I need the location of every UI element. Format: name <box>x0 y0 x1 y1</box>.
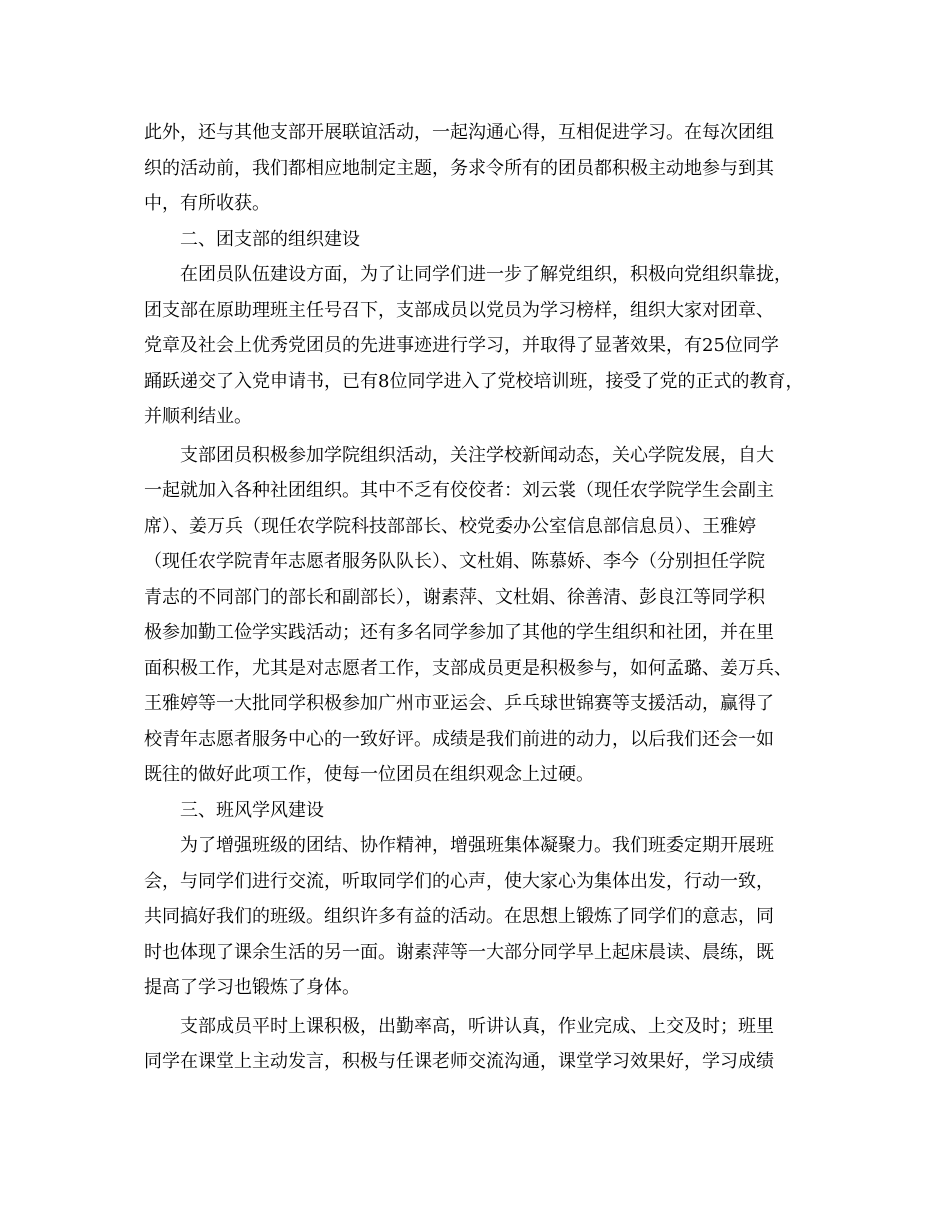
text-line: 支部成员平时上课积极，出勤率高，听讲认真，作业完成、上交及时；班里 <box>144 1015 774 1037</box>
text-line: 团支部在原助理班主任号召下，支部成员以党员为学习榜样，组织大家对团章、 <box>144 299 774 321</box>
text-line: 王雅婷等一大批同学积极参加广州市亚运会、乒乓球世锦赛等支援活动，赢得了 <box>144 693 774 714</box>
text-line: 青志的不同部门的部长和副部长），谢素萍、文杜娟、徐善清、彭良江等同学积 <box>144 586 765 608</box>
text-line: 一起就加入各种社团组织。其中不乏有佼佼者：刘云裳（现任农学院学生会副主 <box>144 480 774 501</box>
text-line: 校青年志愿者服务中心的一致好评。成绩是我们前进的动力，以后我们还会一如 <box>144 728 774 750</box>
section-heading: 二、团支部的组织建设 <box>144 228 360 250</box>
text-line: 此外，还与其他支部开展联谊活动，一起沟通心得，互相促进学习。在每次团组 <box>144 122 774 143</box>
text-line: 极参加勤工俭学实践活动；还有多名同学参加了其他的学生组织和社团，并在里 <box>144 622 774 643</box>
text-line: （现任农学院青年志愿者服务队队长）、文杜娟、陈慕娇、李今（分别担任学院 <box>144 551 765 572</box>
text-line: 面积极工作，尤其是对志愿者工作，支部成员更是积极参与，如何孟璐、姜万兵、 <box>144 657 792 679</box>
text-line: 同学在课堂上主动发言，积极与任课老师交流沟通，课堂学习效果好，学习成绩 <box>144 1051 774 1072</box>
text-line: 支部团员积极参加学院组织活动，关注学校新闻动态，关心学院发展，自大 <box>144 444 774 466</box>
text-line: 席）、姜万兵（现任农学院科技部部长、校党委办公室信息部信息员）、王雅婷 <box>144 515 756 537</box>
text-line: 中，有所收获。 <box>144 193 270 214</box>
text-line: 共同搞好我们的班级。组织许多有益的活动。在思想上锻炼了同学们的意志，同 <box>144 906 774 927</box>
text-line: 并顺利结业。 <box>144 406 252 427</box>
document-body <box>144 115 824 1080</box>
text-line: 既往的做好此项工作，使每一位团员在组织观念上过硬。 <box>144 764 594 785</box>
text-line: 踊跃递交了入党申请书，已有8位同学进入了党校培训班，接受了党的正式的教育， <box>144 370 804 392</box>
text-line: 为了增强班级的团结、协作精神，增强班集体凝聚力。我们班委定期开展班 <box>144 835 774 856</box>
section-heading: 三、班风学风建设 <box>144 799 324 821</box>
text-line: 会，与同学们进行交流，听取同学们的心声，使大家心为集体出发，行动一致， <box>144 870 774 892</box>
text-line: 提高了学习也锻炼了身体。 <box>144 977 360 998</box>
text-line: 织的活动前，我们都相应地制定主题，务求令所有的团员都积极主动地参与到其 <box>144 157 774 179</box>
text-line: 党章及社会上优秀党团员的先进事迹进行学习，并取得了显著效果，有25位同学 <box>144 335 779 356</box>
text-line: 时也体现了课余生活的另一面。谢素萍等一大部分同学早上起床晨读、晨练，既 <box>144 941 774 963</box>
text-line: 在团员队伍建设方面，为了让同学们进一步了解党组织，积极向党组织靠拢， <box>144 264 792 285</box>
